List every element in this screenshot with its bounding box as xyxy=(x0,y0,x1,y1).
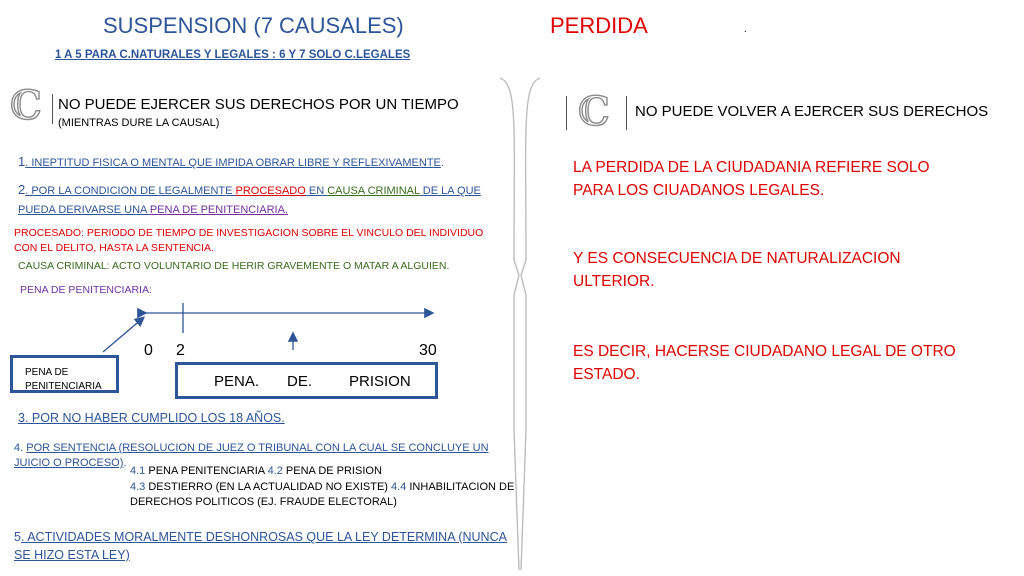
causa-criminal-definition: CAUSA CRIMINAL: ACTO VOLUNTARIO DE HERIR GRAVEMENTE O MATAR A ALGUIEN. xyxy=(18,260,450,272)
cause-5-number: 5 xyxy=(14,530,21,544)
penitenciaria-pointer-arrow xyxy=(103,318,143,352)
cause-4-text-2: JUICIO O PROCESO) xyxy=(14,457,124,469)
sub-4-1-number: 4.1 xyxy=(130,465,146,477)
cause-1-text: . INEPTITUD FISICA O MENTAL QUE IMPIDA OBRAR LIBRE Y REFLEXIVAMENTE xyxy=(25,157,441,169)
perdida-dot: . xyxy=(744,24,747,35)
cause-2-text-a: . POR LA CONDICION DE LEGALMENTE xyxy=(25,185,236,197)
box-pena-penitenciaria-line1: PENA DE xyxy=(25,367,69,378)
citizenship-c-icon: ℂ xyxy=(10,83,42,129)
box-pena-penitenciaria-line2: PENITENCIARIA xyxy=(25,381,102,392)
suspension-headline: NO PUEDE EJERCER SUS DERECHOS POR UN TIEMPO xyxy=(58,96,459,113)
cause-5-line2: SE HIZO ESTA LEY) xyxy=(14,548,130,562)
cause-5-line1 xyxy=(14,528,507,546)
perdida-p1-line2: PARA LOS CIUADANOS LEGALES. xyxy=(573,182,825,199)
procesado-definition-1: PROCESADO: PERIODO DE TIEMPO DE INVESTIGACION SOBRE EL VINCULO DEL INDIVIDUO xyxy=(14,227,484,239)
cause-2-text-f: PUEDA DERIVARSE UNA xyxy=(18,204,150,216)
cause-2-text-e: DE LA QUE xyxy=(419,185,481,197)
sub-4-3-number: 4.3 xyxy=(130,481,146,493)
perdida-headline: NO PUEDE VOLVER A EJERCER SUS DERECHOS xyxy=(635,103,989,120)
sub-4-2-text: PENA DE PRISION xyxy=(282,465,382,477)
perdida-p2-line1: Y ES CONSECUENCIA DE NATURALIZACION xyxy=(573,250,901,267)
perdida-paragraph-3 xyxy=(573,340,956,386)
sub-4-3-text: DESTIERRO (EN LA ACTUALIDAD NO EXISTE) xyxy=(145,481,392,493)
perdida-title: PERDIDA xyxy=(550,13,648,38)
cause-4-sub-line3: DERECHOS POLITICOS (EJ. FRAUDE ELECTORAL) xyxy=(130,496,397,508)
perdida-p3-line1: ES DECIR, HACERSE CIUDADANO LEGAL DE OTRO xyxy=(573,343,956,360)
icon-divider-right xyxy=(626,96,627,130)
box-prision-word1: PENA. xyxy=(214,373,260,390)
sub-4-4-number: 4.4 xyxy=(391,481,407,493)
sub-4-2-number: 4.2 xyxy=(267,465,283,477)
sub-4-4-text: INHABILITACION DE xyxy=(406,481,515,493)
cause-4-line2 xyxy=(14,456,126,471)
cause-2-text-c: EN xyxy=(305,185,328,197)
timeline-label-30: 30 xyxy=(419,342,437,359)
cause-1-end: . xyxy=(440,157,444,169)
cause-4-number: 4. xyxy=(14,442,27,454)
center-divider xyxy=(492,70,552,576)
perdida-paragraph-2 xyxy=(573,247,901,293)
icon-divider-left xyxy=(566,96,567,130)
perdida-p1-line1: LA PERDIDA DE LA CIUDADANIA REFIERE SOLO xyxy=(573,159,930,176)
cause-5-text: . ACTIVIDADES MORALMENTE DESHONROSAS QUE LA LEY DETERMINA (NUNCA xyxy=(20,530,507,544)
cause-4-line1 xyxy=(14,441,489,456)
box-pena-penitenciaria xyxy=(10,355,119,393)
cause-2-number: 2 xyxy=(18,182,26,197)
cause-2-procesado: PROCESADO xyxy=(235,185,306,197)
pena-penitenciaria-label: PENA DE PENITENCIARIA: xyxy=(20,284,152,296)
cause-4-end: . xyxy=(123,457,127,469)
suspension-headline-note: (MIENTRAS DURE LA CAUSAL) xyxy=(58,117,220,129)
perdida-p2-line2: ULTERIOR. xyxy=(573,273,655,290)
procesado-definition-2: CON EL DELITO, HASTA LA SENTENCIA. xyxy=(14,242,214,254)
box-prision-word3: PRISION xyxy=(349,373,411,390)
timeline-label-0: 0 xyxy=(144,342,153,359)
cause-1-number: 1 xyxy=(18,154,26,169)
suspension-title: SUSPENSION (7 CAUSALES) xyxy=(103,13,404,38)
cause-4-sub-line2 xyxy=(130,480,514,495)
citizenship-c-icon-right: ℂ xyxy=(578,89,610,135)
box-prision-word2: DE. xyxy=(287,373,313,390)
cause-2-causa-criminal: CAUSA CRIMINAL xyxy=(327,185,420,197)
timeline-label-2: 2 xyxy=(176,342,185,359)
cause-3: 3. POR NO HABER CUMPLIDO LOS 18 AÑOS. xyxy=(18,411,285,425)
perdida-paragraph-1 xyxy=(573,156,930,202)
suspension-subtitle: 1 A 5 PARA C.NATURALES Y LEGALES : 6 Y 7 SOLO C.LEGALES xyxy=(55,49,411,61)
cause-4-text: POR SENTENCIA (RESOLUCION DE JUEZ O TRIBUNAL CON LA CUAL SE CONCLUYE UN xyxy=(26,442,489,454)
box-pena-de-prision xyxy=(175,362,438,399)
sub-4-1-text: PENA PENITENCIARIA xyxy=(145,465,268,477)
cause-2-pena: PENA DE PENITENCIARIA. xyxy=(149,204,288,216)
cause-4-sub-line1 xyxy=(130,464,382,479)
perdida-p3-line2: ESTADO. xyxy=(573,366,640,383)
